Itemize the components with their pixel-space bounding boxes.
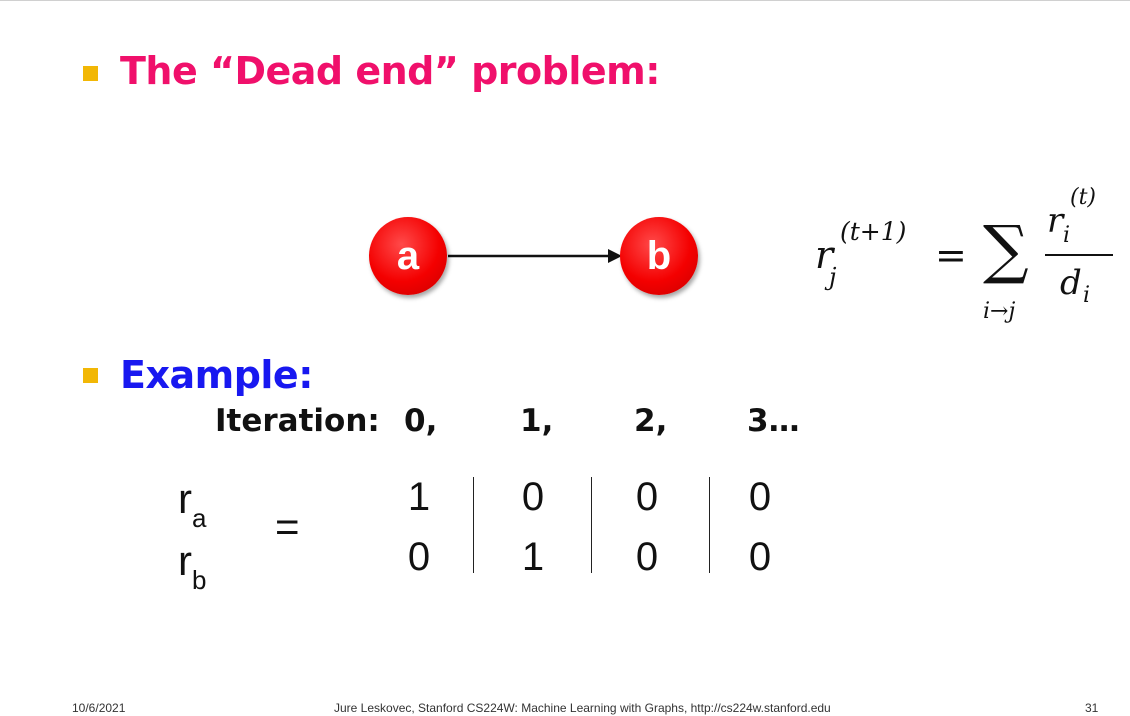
formula-fraction-bar [1045,254,1113,256]
ra-value-0: 1 [407,475,431,519]
formula-den-sub: i [1083,283,1091,308]
formula-num-var: r [1047,201,1064,241]
rb-value-3: 0 [748,535,772,579]
example-heading: Example: [120,353,313,397]
formula-sum-under: i→j [983,299,1016,324]
ra-value-1: 0 [521,475,545,519]
slide-title: The “Dead end” problem: [120,49,660,93]
graph-node-b: b [620,217,698,295]
formula-num-sub: i [1063,223,1071,248]
rank-label-b-main: r [178,537,192,584]
rank-label-b-sub: b [192,565,207,595]
rank-label-a-main: r [178,475,192,522]
ra-value-2: 0 [635,475,659,519]
iteration-step-3: 3… [747,403,800,439]
rb-value-1: 1 [521,535,545,579]
footer-date: 10/6/2021 [72,701,126,715]
column-divider-2 [591,477,592,573]
formula-lhs-sup: (t+1) [840,217,907,246]
rank-label-b [178,537,206,596]
footer-page-number: 31 [1085,701,1099,715]
formula-sum-symbol: ∑ [983,213,1029,287]
formula-equals: = [935,233,967,277]
example-bullet [83,368,98,383]
column-divider-3 [709,477,710,573]
vector-equals: = [275,503,300,550]
formula-den-var: d [1060,263,1082,303]
formula-lhs-sub: j [829,263,837,291]
formula-lhs-var: r [815,233,834,277]
footer-credit: Jure Leskovec, Stanford CS224W: Machine Learning with Graphs, http://cs224w.stanford.edu [334,701,831,715]
iteration-step-1: 1, [520,403,554,439]
rank-label-a [178,475,206,534]
iteration-step-0: 0, [404,403,438,439]
column-divider-1 [473,477,474,573]
iteration-step-2: 2, [634,403,668,439]
formula-num-sup: (t) [1070,185,1097,210]
iteration-label: Iteration: [215,403,380,439]
rank-label-a-sub: a [192,503,207,533]
graph-node-a: a [369,217,447,295]
rb-value-2: 0 [635,535,659,579]
ra-value-3: 0 [748,475,772,519]
rb-value-0: 0 [407,535,431,579]
